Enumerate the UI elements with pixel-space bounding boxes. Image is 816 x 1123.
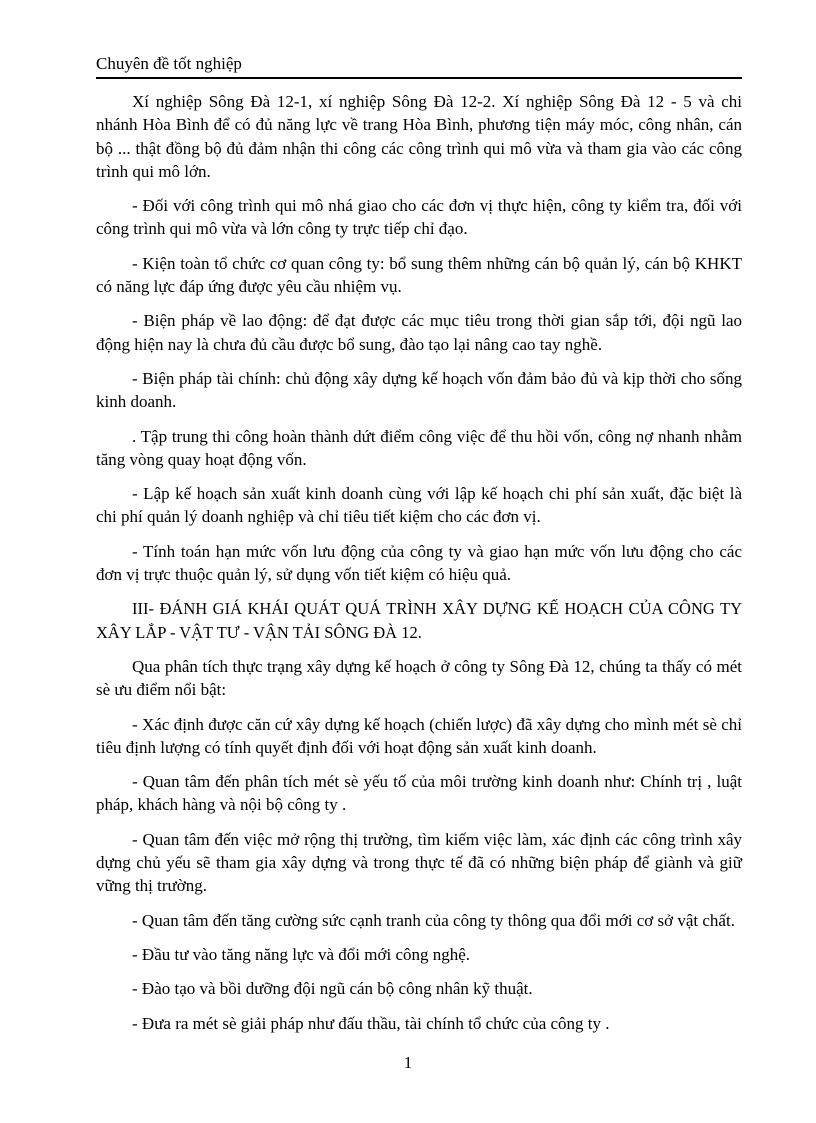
page-header	[96, 51, 742, 79]
header-title: Chuyên đề tốt nghiệp	[96, 54, 242, 73]
paragraph: - Xác định được căn cứ xây dựng kế hoạch (chiến lược) đã xây dựng cho mình mét sè chỉ tiêu định lượng có tính quyết định đối với hoạt động sản xuất kinh doanh.	[96, 714, 742, 757]
paragraph: - Đầu tư vào tăng năng lực và đổi mới công nghệ.	[132, 944, 471, 964]
paragraph: - Quan tâm đến tăng cường sức cạnh tranh của công ty thông qua đổi mới cơ sở vật chất.	[132, 910, 735, 930]
paragraph: . Tập trung thi công hoàn thành dứt điểm công việc để thu hồi vốn, công nợ nhanh nhằm tăng vòng quay hoạt động vốn.	[96, 426, 742, 469]
document-body	[96, 90, 742, 1046]
paragraph: - Đào tạo và bồi dưỡng đội ngũ cán bộ công nhân kỹ thuật.	[132, 979, 533, 999]
paragraph: Qua phân tích thực trạng xây dựng kế hoạch ở công ty Sông Đà 12, chúng ta thấy có mét sè ưu điểm nổi bật:	[96, 656, 742, 700]
page-number: 1	[403, 1053, 413, 1072]
paragraph: - Biện pháp về lao động: để đạt được các mục tiêu trong thời gian sắp tới, đội ngũ lao động hiện nay là chưa đủ cầu được bổ sung, đào tạo lại nâng cao tay nghề.	[96, 311, 742, 354]
section-heading: III- ĐÁNH GIÁ KHÁI QUÁT QUÁ TRÌNH XÂY DỰNG KẾ HOẠCH CỦA CÔNG TY XÂY LẮP - VẬT TƯ - VẬN TẢI SÔNG ĐÀ 12.	[96, 599, 742, 642]
paragraph: - Tính toán hạn mức vốn lưu động của công ty và giao hạn mức vốn lưu động cho các đơn vị trực thuộc quản lý, sử dụng vốn tiết kiệm có hiệu quả.	[96, 541, 742, 585]
paragraph: - Quan tâm đến việc mở rộng thị trường, tìm kiếm việc làm, xác định các công trình xây dựng chủ yếu sẽ tham gia xây dựng và trong thực tế đã có những biện pháp để giành và giữ vững thị trường.	[96, 829, 742, 896]
paragraph: - Quan tâm đến phân tích mét sè yếu tố của môi trường kinh doanh như: Chính trị , luật pháp, khách hàng và nội bộ công ty .	[96, 772, 742, 815]
paragraph: Xí nghiệp Sông Đà 12-1, xí nghiệp Sông Đà 12-2. Xí nghiệp Sông Đà 12 - 5 và chi nhánh Hòa Bình để có đủ năng lực về trang Hòa Bình, phương tiện máy móc, công nhân, cán bộ ... thật đồng bộ đủ đảm nhận thi công các công trình qui mô vừa và tham gia vào các công trình qui mô lớn.	[96, 92, 742, 181]
paragraph: - Đưa ra mét sè giải pháp như đấu thầu, tài chính tổ chức của công ty .	[132, 1013, 610, 1033]
paragraph: - Kiện toàn tổ chức cơ quan công ty: bổ sung thêm những cán bộ quản lý, cán bộ KHKT có năng lực đáp ứng được yêu cầu nhiệm vụ.	[96, 253, 742, 297]
paragraph: - Đối với công trình qui mô nhá giao cho các đơn vị thực hiện, công ty kiểm tra, đối với công trình qui mô vừa và lớn công ty trực tiếp chỉ đạo.	[96, 196, 742, 239]
paragraph: - Biện pháp tài chính: chủ động xây dựng kế hoạch vốn đảm bảo đủ và kịp thời cho sống kinh doanh.	[96, 368, 742, 412]
paragraph: - Lập kế hoạch sản xuất kinh doanh cùng với lập kế hoạch chi phí sản xuất, đặc biệt là chi phí quản lý doanh nghiệp và chỉ tiêu tiết kiệm cho các đơn vị.	[96, 484, 742, 527]
